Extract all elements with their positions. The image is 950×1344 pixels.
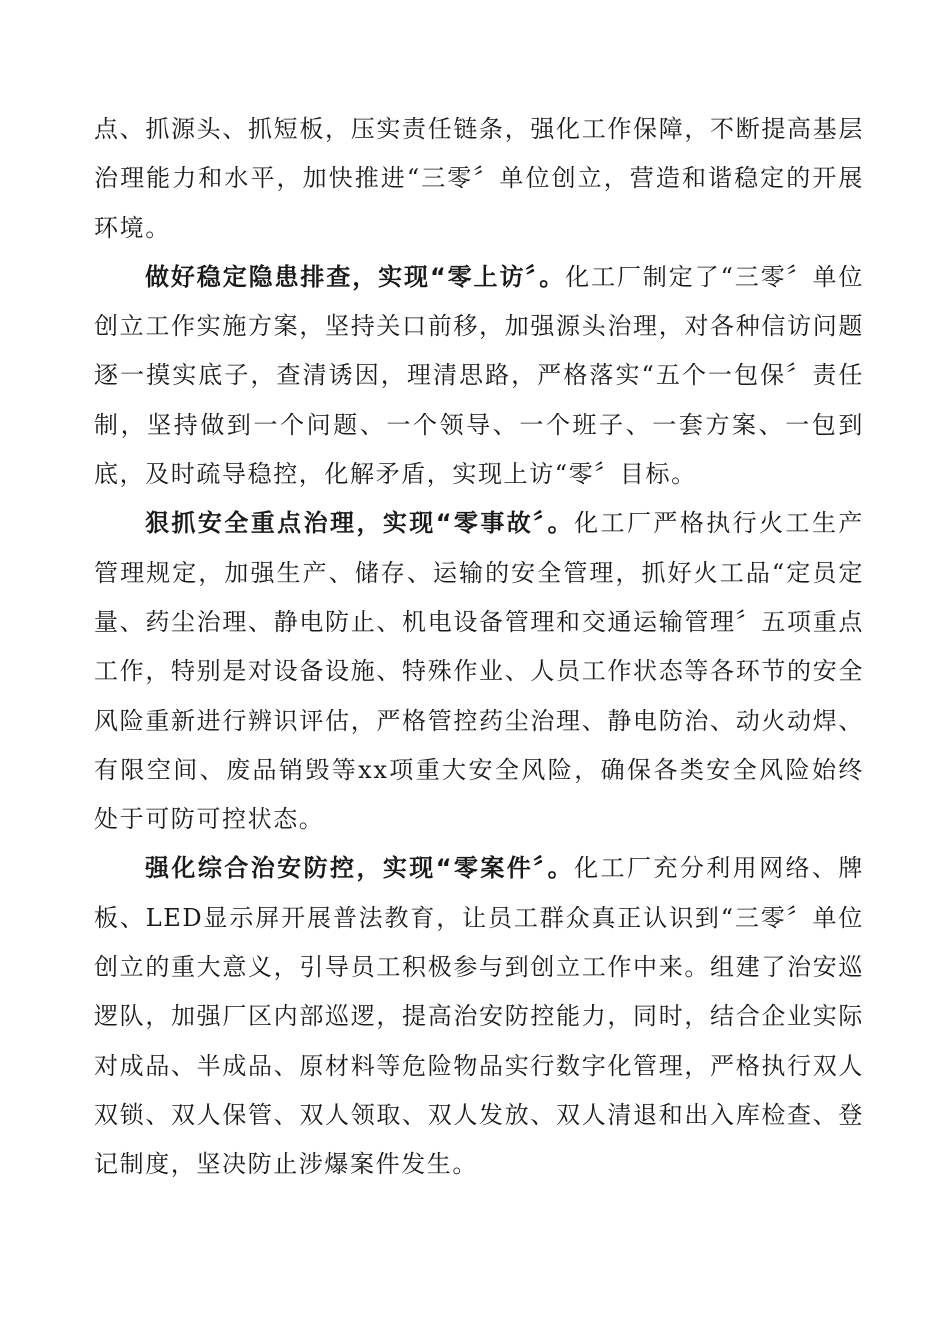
paragraph-zero-case xyxy=(94,844,864,1189)
document-body xyxy=(94,105,864,1190)
paragraph-zero-petition xyxy=(94,253,864,499)
paragraph-text: 化工厂制定了“三零〞单位创立工作实施方案，坚持关口前移，加强源头治理，对各种信访问题逐一摸实底子，查清诱因，理清思路，严格落实“五个一包保〞责任制，坚持做到一个问题、一个领导、一个班子、一套方案、一包到底，及时疏导稳控，化解矛盾，实现上访“零〞目标。 xyxy=(94,262,864,489)
paragraph-continuation xyxy=(94,105,864,253)
paragraph-text: 点、抓源头、抓短板，压实责任链条，强化工作保障，不断提高基层治理能力和水平，加快推进“三零〞单位创立，营造和谐稳定的开展环境。 xyxy=(94,115,864,242)
paragraph-heading: 狠抓安全重点治理，实现“零事故〞。 xyxy=(145,509,575,538)
paragraph-heading: 强化综合治安防控，实现“零案件〞。 xyxy=(145,854,575,883)
paragraph-heading: 做好稳定隐患排查，实现“零上访〞。 xyxy=(145,262,566,291)
paragraph-zero-accident xyxy=(94,499,864,844)
paragraph-text: 化工厂严格执行火工生产管理规定，加强生产、储存、运输的安全管理，抓好火工品“定员定量、药尘治理、静电防止、机电设备管理和交通运输管理〞五项重点工作，特别是对设备设施、特殊作业、人员工作状态等各环节的安全风险重新进行辨识评估，严格管控药尘治理、静电防治、动火动焊、有限空间、废品销毁等xx项重大安全风险，确保各类安全风险始终处于可防可控状态。 xyxy=(94,509,864,834)
paragraph-text: 化工厂充分利用网络、牌板、LED显示屏开展普法教育，让员工群众真正认识到“三零〞单位创立的重大意义，引导员工积极参与到创立工作中来。组建了治安巡逻队，加强厂区内部巡逻，提高治安防控能力，同时，结合企业实际对成品、半成品、原材料等危险物品实行数字化管理，严格执行双人双锁、双人保管、双人领取、双人发放、双人清退和出入库检查、登记制度，坚决防止涉爆案件发生。 xyxy=(94,854,864,1179)
